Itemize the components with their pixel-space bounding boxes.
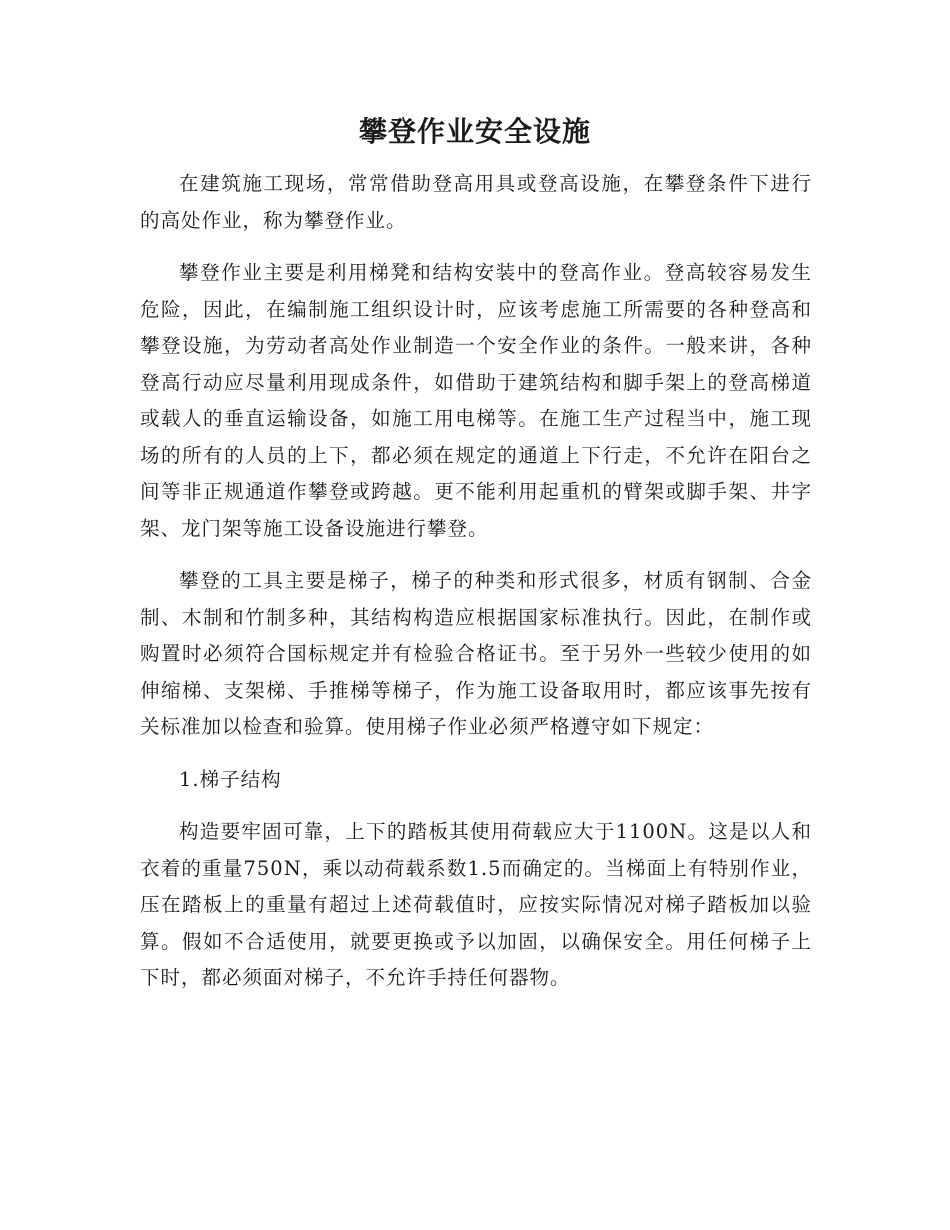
paragraph-intro: 在建筑施工现场，常常借助登高用具或登高设施，在攀登条件下进行的高处作业，称为攀登作业。 xyxy=(140,172,812,232)
section-heading-ladder-structure: 1.梯子结构 xyxy=(179,767,282,791)
paragraph-ladder-tools: 攀登的工具主要是梯子，梯子的种类和形式很多，材质有钢制、合金制、木制和竹制多种，其结构构造应根据国家标准执行。因此，在制作或购置时必须符合国标规定并有检验合格证书。至于另外一些较少使用的如伸缩梯、支架梯、手推梯等梯子，作为施工设备取用时，都应该事先按有关标准加以检查和验算。使用梯子作业必须严格遵守如下规定： xyxy=(140,569,812,738)
paragraph-ladder-structure: 构造要牢固可靠，上下的踏板其使用荷载应大于1100N。这是以人和衣着的重量750N，乘以动荷载系数1.5而确定的。当梯面上有特别作业，压在踏板上的重量有超过上述荷载值时，应按实际情况对梯子踏板加以验算。假如不合适使用，就要更换或予以加固，以确保安全。用任何梯子上下时，都必须面对梯子，不允许手持任何器物。 xyxy=(140,820,812,989)
document-title: 攀登作业安全设施 xyxy=(358,115,591,148)
paragraph-climbing-work: 攀登作业主要是利用梯凳和结构安装中的登高作业。登高较容易发生危险，因此，在编制施工组织设计时，应该考虑施工所需要的各种登高和攀登设施，为劳动者高处作业制造一个安全作业的条件。一般来讲，各种登高行动应尽量利用现成条件，如借助于建筑结构和脚手架上的登高梯道或载人的垂直运输设备，如施工用电梯等。在施工生产过程当中，施工现场的所有的人员的上下，都必须在规定的通道上下行走，不允许在阳台之间等非正规通道作攀登或跨越。更不能利用起重机的臂架或脚手架、井字架、龙门架等施工设备设施进行攀登。 xyxy=(140,261,812,540)
document-body xyxy=(140,166,812,1013)
